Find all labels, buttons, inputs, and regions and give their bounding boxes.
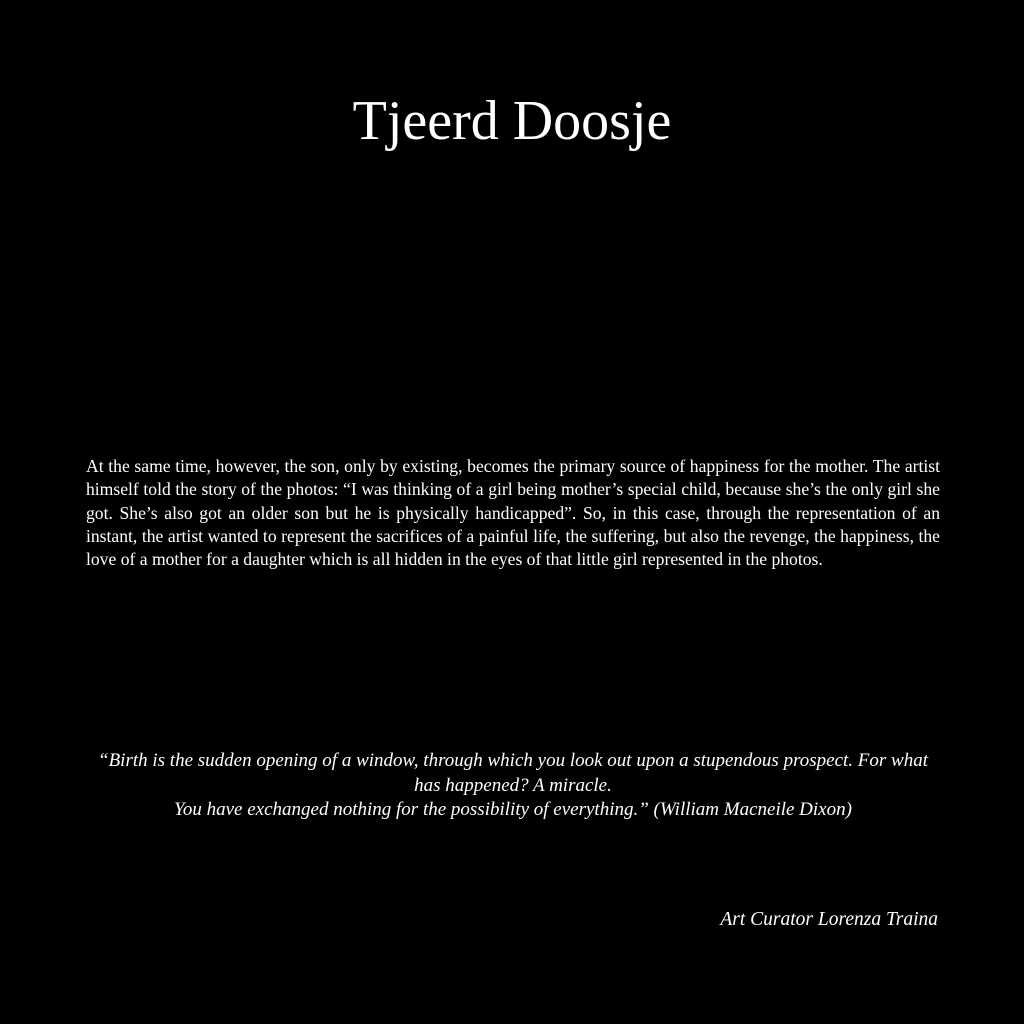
quote-line-2: You have exchanged nothing for the possibility of everything.” (William Macneile Dixon) [174, 799, 852, 820]
curator-signature: Art Curator Lorenza Traina [720, 909, 938, 930]
body-paragraph: At the same time, however, the son, only by existing, becomes the primary source of happiness for the mother. The artist himself told the story of the photos: “I was thinking of a girl being mother’s special child, because she’s the only girl she got. She’s also got an older son but he is physically handicapped”. So, in this case, through the representation of an instant, the artist wanted to represent the sacrifices of a painful life, the suffering, but also the revenge, the happiness, the love of a mother for a daughter which is all hidden in the eyes of that little girl represented in the photos. [86, 456, 940, 570]
quote-line-1: “Birth is the sudden opening of a window, through which you look out upon a stupendous prospect. For what has happened? A miracle. [98, 750, 928, 796]
quote-block [86, 749, 940, 823]
page-title: Tjeerd Doosje [352, 90, 672, 152]
